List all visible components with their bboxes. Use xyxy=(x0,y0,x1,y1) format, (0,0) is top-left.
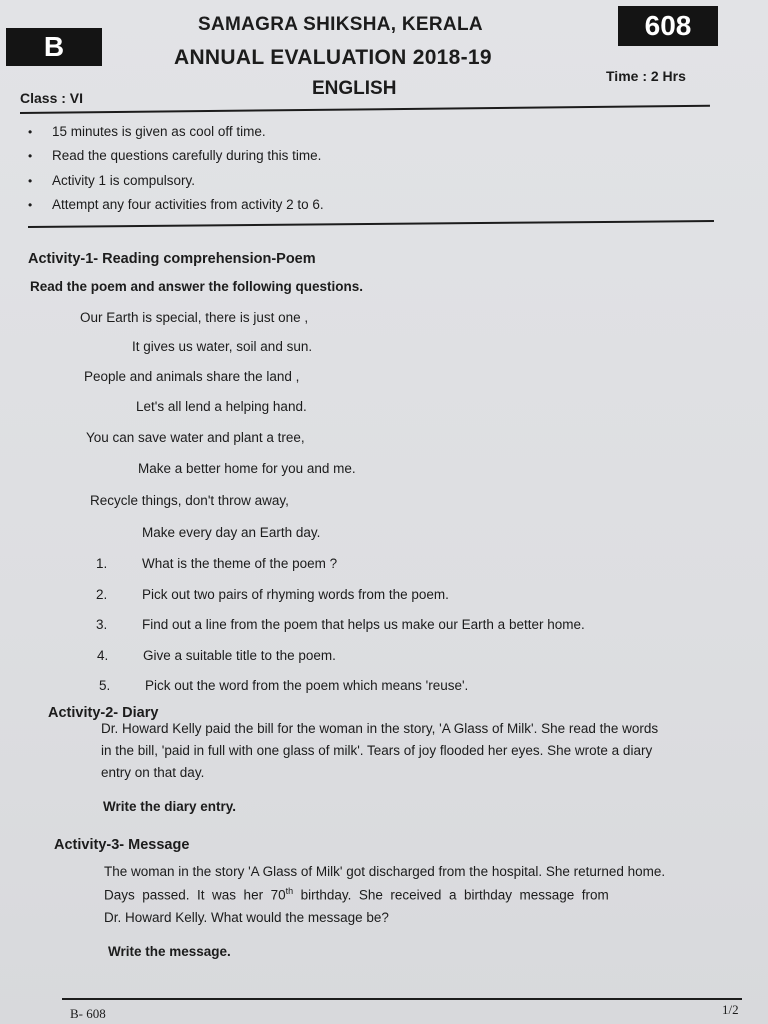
organization-title: SAMAGRA SHIKSHA, KERALA xyxy=(198,14,483,35)
section-rule xyxy=(28,220,714,228)
time-label: Time : 2 Hrs xyxy=(606,68,686,84)
subject-title: ENGLISH xyxy=(312,78,397,99)
poem-line: People and animals share the land , xyxy=(84,369,300,384)
instruction-item: • Activity 1 is compulsory. xyxy=(28,173,196,188)
activity1-title: Activity-1- Reading comprehension-Poem xyxy=(28,251,316,267)
instruction-item: • Read the questions carefully during this time. xyxy=(28,148,322,163)
question-item: 2. Pick out two pairs of rhyming words from the poem. xyxy=(96,587,449,602)
instruction-item: • Attempt any four activities from activity 2 to 6. xyxy=(28,197,324,212)
poem-line: It gives us water, soil and sun. xyxy=(132,339,313,354)
activity1-instruction: Read the poem and answer the following questions. xyxy=(30,279,364,294)
poem-line: Our Earth is special, there is just one , xyxy=(80,310,309,325)
set-label: B xyxy=(43,31,65,62)
instruction-item: • 15 minutes is given as cool off time. xyxy=(28,124,266,139)
poem-line: Recycle things, don't throw away, xyxy=(90,493,289,508)
set-badge xyxy=(6,28,102,66)
passage-line: The woman in the story 'A Glass of Milk' got discharged from the hospital. She returned home. xyxy=(104,864,666,879)
activity3-task: Write the message. xyxy=(108,944,231,959)
poem-line: You can save water and plant a tree, xyxy=(86,430,305,445)
exam-title: ANNUAL EVALUATION 2018-19 xyxy=(174,46,492,69)
footer-code: B- 608 xyxy=(70,1006,106,1021)
page-number: 1/2 xyxy=(722,1002,739,1017)
passage-line: in the bill, 'paid in full with one glass of milk'. Tears of joy flooded her eyes. She wrote a diary xyxy=(101,743,653,758)
question-item: 5. Pick out the word from the poem which means 'reuse'. xyxy=(99,678,469,693)
poem-line: Make a better home for you and me. xyxy=(138,461,356,476)
poem-line: Make every day an Earth day. xyxy=(142,525,321,540)
question-item: 3. Find out a line from the poem that helps us make our Earth a better home. xyxy=(96,617,585,632)
poem-line: Let's all lend a helping hand. xyxy=(136,399,307,414)
passage-line: Dr. Howard Kelly paid the bill for the woman in the story, 'A Glass of Milk'. She read the words xyxy=(101,721,659,736)
footer-rule xyxy=(62,998,742,1000)
passage-line: entry on that day. xyxy=(101,765,205,780)
header-rule xyxy=(20,105,710,114)
paper-code: 608 xyxy=(644,10,692,41)
passage-line: Dr. Howard Kelly. What would the message be? xyxy=(104,910,389,925)
class-label: Class : VI xyxy=(20,90,84,106)
question-item: 1. What is the theme of the poem ? xyxy=(96,556,338,571)
activity3-title: Activity-3- Message xyxy=(54,837,190,853)
paper-code-badge xyxy=(618,6,718,46)
activity2-task: Write the diary entry. xyxy=(103,799,237,814)
activity2-title: Activity-2- Diary xyxy=(48,705,159,721)
question-item: 4. Give a suitable title to the poem. xyxy=(97,648,336,663)
passage-line: Days passed. It was her 70th birthday. She received a birthday message from xyxy=(104,886,609,903)
